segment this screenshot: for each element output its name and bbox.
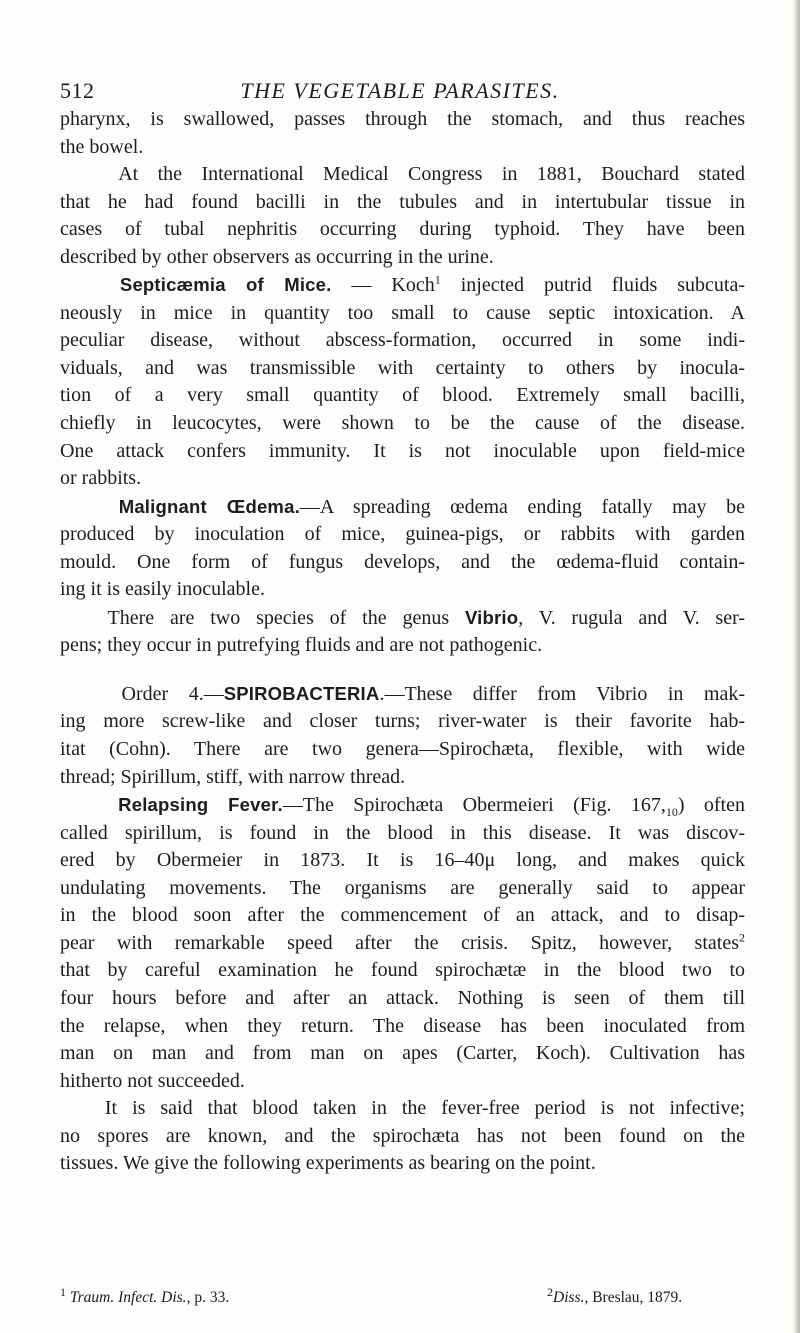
footnote-1: [60, 1284, 230, 1307]
text-line: the relapse, when they return. The disease has been inoculated from: [60, 1014, 745, 1037]
footnote-title: Traum. Infect. Dis.: [69, 1289, 187, 1306]
text-line: Order 4.—: [121, 682, 224, 705]
text-line: no spores are known, and the spirochæta has not been found on the: [60, 1124, 745, 1147]
text-line: pear with remarkable speed after the crisis. Spitz, however, states: [60, 931, 739, 954]
page-header: [0, 78, 800, 108]
text-line: itat (Cohn). There are two genera—Spirochæta, flexible, with wide: [60, 738, 745, 761]
footnote-ref: 1: [434, 272, 441, 287]
footnote-text: , Breslau, 1879.: [584, 1289, 683, 1306]
text-line-row: [60, 355, 745, 383]
text-line: neously in mice in quantity too small to cause septic intoxication. A: [60, 301, 745, 324]
text-line: ing it is easily inoculable.: [60, 578, 265, 601]
footnote-2: [547, 1284, 683, 1307]
text-line: — Koch: [331, 274, 435, 297]
text-line: peculiar disease, without abscess-formation, occurred in some indi-: [60, 329, 745, 352]
text-line-row: [60, 1150, 745, 1178]
text-line: injected putrid fluids subcuta-: [440, 274, 746, 297]
text-line-row: [60, 216, 745, 244]
text-line: —The Spirochæta Obermeieri (Fig. 167,: [282, 794, 666, 817]
paragraph: [60, 106, 745, 134]
text-line: that he had found bacilli in the tubules and in intertubular tissue in: [60, 190, 745, 213]
section-heading-spirobacteria: SPIROBACTERIA: [223, 682, 380, 704]
footnote-mark: 1: [60, 1284, 66, 1299]
paragraph: [60, 271, 745, 300]
text-line: ing more screw-like and closer turns; river-water is their favorite hab-: [60, 710, 745, 733]
text-line: pharynx, is swallowed, passes through the stomach, and thus reaches: [60, 108, 745, 130]
text-line: tissues. We give the following experiments as bearing on the point.: [60, 1152, 596, 1175]
running-head: THE VEGETABLE PARASITES.: [240, 78, 560, 103]
text-line: It is said that blood taken in the fever-free period is not infective;: [104, 1097, 745, 1120]
text-line: mould. One form of fungus develops, and the œdema-fluid contain-: [60, 550, 745, 573]
text-line: chiefly in leucocytes, were shown to be the cause of the disease.: [60, 412, 745, 435]
text-line: the bowel.: [60, 135, 144, 158]
text-line: viduals, and was transmissible with certainty to others by inocula-: [60, 356, 745, 379]
text-line-row: [60, 1040, 745, 1068]
text-line: pens; they occur in putrefying fluids and are not pathogenic.: [60, 634, 543, 657]
text-line: or rabbits.: [60, 467, 142, 490]
text-line-row: [60, 382, 745, 410]
text-line: four hours before and after an attack. Nothing is seen of them till: [60, 986, 745, 1009]
text-line-row: [60, 1123, 745, 1151]
footnote-title: Diss.: [553, 1289, 585, 1306]
text-line-row: [60, 1068, 745, 1096]
text-line: produced by inoculation of mice, guinea-pigs, or rabbits with garden: [60, 523, 745, 546]
text-line-row: [60, 1013, 745, 1041]
text-line: undulating movements. The organisms are generally said to appear: [60, 876, 745, 899]
text-line: ) often: [677, 794, 745, 817]
text-line-row: [60, 189, 745, 217]
text-line-row: [60, 327, 745, 355]
text-line-row: [60, 549, 745, 577]
text-line: described by other observers as occurring in the urine.: [60, 245, 494, 268]
text-line-row: [60, 438, 745, 466]
footnote-ref: 2: [739, 930, 745, 945]
paragraph: [60, 493, 745, 522]
text-line-row: [60, 708, 745, 736]
text-line-row: [60, 736, 745, 764]
text-line-row: [60, 632, 745, 660]
text-line-row: [60, 930, 745, 958]
text-line: There are two species of the genus: [107, 606, 450, 629]
paragraph: [60, 604, 745, 633]
paragraph: [60, 791, 745, 820]
section-gap: [60, 660, 745, 680]
section-heading-relapsing-fever: Relapsing Fever.: [118, 794, 283, 816]
page-edge-shadow: [793, 0, 800, 1333]
text-line-row: [60, 521, 745, 549]
text-line-row: [60, 847, 745, 875]
text-line: cases of tubal nephritis occurring during typhoid. They have been: [60, 218, 745, 241]
text-line: —A spreading œdema ending fatally may be: [299, 495, 746, 518]
paragraph: [60, 1095, 745, 1123]
text-line: tion of a very small quantity of blood. Extremely small bacilli,: [60, 384, 745, 407]
text-line-row: [60, 764, 745, 792]
genus-vibrio: Vibrio: [464, 606, 519, 628]
text-line: hitherto not succeeded.: [60, 1069, 245, 1092]
paragraph: [60, 161, 745, 189]
paragraph: [60, 680, 745, 709]
footnotes: [60, 1284, 745, 1311]
section-heading-malignant-oedema: Malignant Œdema.: [118, 495, 300, 517]
text-line: that by careful examination he found spirochætæ in the blood two to: [60, 959, 745, 982]
text-line-row: [60, 875, 745, 903]
text-line-row: [60, 300, 745, 328]
page-number: 512: [60, 78, 95, 103]
text-line: .—These differ from Vibrio in mak-: [379, 682, 746, 705]
body-text: [60, 106, 745, 1178]
text-line-row: [60, 576, 745, 604]
text-line: called spirillum, is found in the blood in this disease. It was discov-: [60, 821, 745, 844]
text-line-row: [60, 820, 745, 848]
text-line: thread; Spirillum, stiff, with narrow thread.: [60, 765, 406, 788]
text-line: , V. rugula and V. ser-: [518, 606, 746, 629]
paragraph: [60, 134, 745, 162]
text-line: man on man and from man on apes (Carter, Koch). Cultivation has: [60, 1042, 745, 1065]
section-heading-septicaemia: Septicæmia of Mice.: [119, 274, 332, 296]
text-line-row: [60, 957, 745, 985]
text-line-row: [60, 985, 745, 1013]
text-line: in the blood soon after the commencement of an attack, and to disap-: [60, 904, 745, 927]
text-line: At the International Medical Congress in 1881, Bouchard stated: [118, 163, 746, 186]
text-line: One attack confers immunity. It is not inoculable upon field-mice: [60, 439, 745, 462]
figure-subscript: 10: [665, 805, 678, 820]
footnote-text: , p. 33.: [186, 1289, 230, 1306]
text-line-row: [60, 902, 745, 930]
text-line-row: [60, 465, 745, 493]
footnote-mark: 2: [547, 1284, 553, 1299]
text-line-row: [60, 410, 745, 438]
text-line: ered by Obermeier in 1873. It is 16–40μ long, and makes quick: [60, 849, 745, 872]
text-line-row: [60, 244, 745, 272]
